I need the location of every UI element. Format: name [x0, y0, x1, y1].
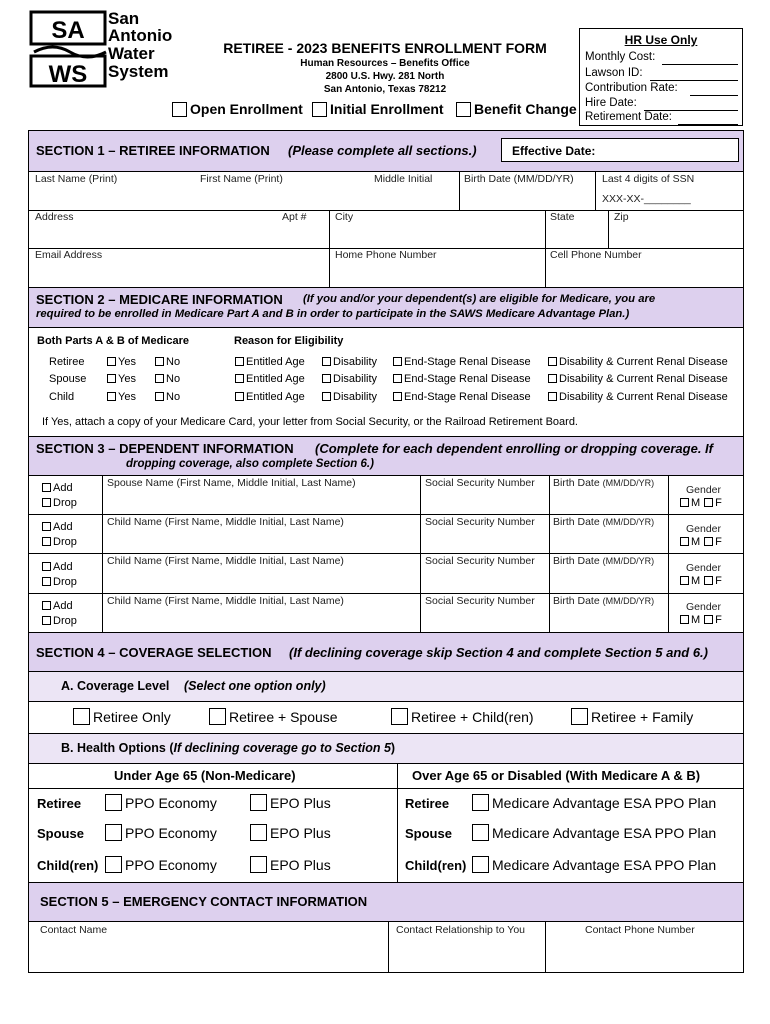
checkbox[interactable]: [42, 498, 51, 507]
middle-initial-label: Middle Initial: [374, 173, 433, 185]
section-1-note: (Please complete all sections.): [288, 143, 477, 158]
child-entitled-age[interactable]: [235, 391, 305, 403]
epo-label: EPO Plus: [270, 825, 331, 841]
ssn-label: Social Security Number: [425, 555, 535, 567]
checkbox[interactable]: [42, 562, 51, 571]
medicare-row-label: Spouse: [49, 373, 87, 385]
checkbox[interactable]: [548, 392, 557, 401]
section-5-header: [29, 883, 743, 921]
birth-text: Birth Date: [553, 555, 600, 567]
checkbox[interactable]: [322, 392, 331, 401]
birth-label: [553, 595, 654, 607]
hr-retirement-date: Retirement Date:: [585, 111, 672, 123]
health-options-close: ): [390, 741, 396, 755]
spouse-add[interactable]: [42, 482, 73, 494]
gender-options[interactable]: [680, 614, 722, 626]
checkbox[interactable]: [155, 357, 164, 366]
saws-logo: [28, 8, 178, 90]
open-enrollment-label: Open Enrollment: [190, 101, 303, 117]
spouse-no[interactable]: [155, 373, 180, 385]
saws-logo-icon: [28, 8, 110, 88]
reason-label: End-Stage Renal Disease: [404, 356, 531, 368]
reason-label: Disability & Current Renal Disease: [559, 373, 728, 385]
home-phone-label: Home Phone Number: [335, 249, 437, 261]
coverage-level-title: A. Coverage Level: [61, 679, 170, 693]
child3-drop[interactable]: [42, 615, 77, 627]
add-label: Add: [53, 561, 73, 573]
ppo-label: PPO Economy: [125, 857, 217, 873]
retiree-yes[interactable]: [107, 356, 136, 368]
no-label: No: [166, 391, 181, 403]
coverage-retiree-family[interactable]: [571, 708, 693, 725]
yes-label: Yes: [118, 391, 136, 403]
children-ppo[interactable]: [105, 856, 217, 873]
spouse-entitled-age[interactable]: [235, 373, 305, 385]
medicare-label: Medicare Advantage ESA PPO Plan: [492, 857, 717, 873]
cell-phone-label: Cell Phone Number: [550, 249, 642, 261]
coverage-level-note: (Select one option only): [184, 679, 326, 693]
reason-eligibility-header: Reason for Eligibility: [234, 335, 344, 347]
open-enrollment-option[interactable]: [172, 101, 303, 117]
medicare-label: Medicare Advantage ESA PPO Plan: [492, 825, 717, 841]
checkbox[interactable]: [155, 374, 164, 383]
health-options-title-text: B. Health Options (: [61, 741, 174, 755]
spouse-medicare[interactable]: [472, 824, 716, 841]
epo-label: EPO Plus: [270, 857, 331, 873]
hr-lawson-id: Lawson ID:: [585, 67, 643, 79]
health-row-label: Spouse: [37, 826, 84, 841]
reason-label: Disability: [333, 356, 378, 368]
contact-relationship-label: Contact Relationship to You: [396, 924, 526, 936]
ssn-label: Social Security Number: [425, 516, 535, 528]
header-address-2: San Antonio, Texas 78212: [323, 84, 447, 95]
health-row-label-over: Child(ren): [405, 858, 467, 873]
benefit-change-label: Benefit Change: [474, 101, 577, 117]
child-yes[interactable]: [107, 391, 136, 403]
checkbox[interactable]: [105, 794, 122, 811]
spouse-drop[interactable]: [42, 497, 77, 509]
checkbox[interactable]: [322, 374, 331, 383]
yes-label: Yes: [118, 373, 136, 385]
birth-date-label: Birth Date (MM/DD/YR): [464, 173, 574, 185]
child1-add[interactable]: [42, 521, 73, 533]
birth-text: Birth Date: [553, 477, 600, 489]
section-3-note-1: (Complete for each dependent enrolling or dropping coverage. If: [315, 441, 713, 456]
initial-enrollment-checkbox[interactable]: [312, 102, 327, 117]
drop-label: Drop: [53, 615, 77, 627]
email-label: Email Address: [35, 249, 103, 261]
m-label: M: [691, 575, 701, 587]
section-4-title: SECTION 4 – COVERAGE SELECTION: [36, 645, 272, 660]
child2-add[interactable]: [42, 561, 73, 573]
birth-format: (MM/DD/YR): [602, 517, 655, 527]
section-1-title: SECTION 1 – RETIREE INFORMATION: [36, 143, 270, 158]
section-2-note-1: (If you and/or your dependent(s) are eligible for Medicare, you are: [303, 293, 656, 305]
apt-label: Apt #: [282, 211, 307, 223]
gender-label: Gender: [686, 523, 722, 535]
retiree-no[interactable]: [155, 356, 180, 368]
checkbox[interactable]: [235, 374, 244, 383]
checkbox[interactable]: [42, 601, 51, 610]
last-name-label: Last Name (Print): [35, 173, 118, 185]
level-label: Retiree Only: [93, 709, 171, 725]
no-label: No: [166, 356, 181, 368]
checkbox[interactable]: [548, 374, 557, 383]
checkbox[interactable]: [704, 576, 713, 585]
health-options-header: [29, 734, 743, 763]
birth-format: (MM/DD/YR): [602, 556, 655, 566]
open-enrollment-checkbox[interactable]: [172, 102, 187, 117]
form-title: RETIREE - 2023 BENEFITS ENROLLMENT FORM: [223, 40, 547, 56]
health-row-label-over: Retiree: [405, 796, 450, 811]
checkbox[interactable]: [393, 392, 402, 401]
logo-text-4: System: [108, 62, 169, 81]
section-5-title: SECTION 5 – EMERGENCY CONTACT INFORMATION: [40, 894, 368, 909]
reason-label: Disability & Current Renal Disease: [559, 391, 728, 403]
gender-options[interactable]: [680, 575, 722, 587]
checkbox[interactable]: [393, 374, 402, 383]
spouse-disability[interactable]: [322, 373, 377, 385]
children-epo[interactable]: [250, 856, 331, 873]
contact-name-label: Contact Name: [40, 924, 108, 936]
medicare-parts-header: Both Parts A & B of Medicare: [37, 335, 189, 347]
hr-contribution-rate: Contribution Rate:: [585, 82, 678, 94]
f-label: F: [715, 497, 722, 509]
child-no[interactable]: [155, 391, 180, 403]
header-address-1: 2800 U.S. Hwy. 281 North: [325, 71, 445, 82]
city-label: City: [335, 211, 354, 223]
reason-label: End-Stage Renal Disease: [404, 391, 531, 403]
gender-label: Gender: [686, 562, 722, 574]
reason-label: Entitled Age: [246, 373, 305, 385]
ssn-label: Social Security Number: [425, 595, 535, 607]
section-1-header: [29, 131, 743, 171]
checkbox[interactable]: [250, 856, 267, 873]
health-row-label-over: Spouse: [405, 826, 452, 841]
checkbox[interactable]: [680, 498, 689, 507]
health-row-label: Child(ren): [37, 858, 99, 873]
add-label: Add: [53, 521, 73, 533]
reason-label: Disability: [333, 373, 378, 385]
child3-add[interactable]: [42, 600, 73, 612]
section-2-note-2: required to be enrolled in Medicare Part A and B in order to participate in the SAWS Medicare Advantage Plan.): [36, 308, 630, 320]
reason-label: End-Stage Renal Disease: [404, 373, 531, 385]
checkbox[interactable]: [42, 483, 51, 492]
spouse-name-label: Spouse Name (First Name, Middle Initial, Last Name): [107, 477, 356, 489]
gender-options[interactable]: [680, 497, 722, 509]
checkbox[interactable]: [235, 357, 244, 366]
medicare-row-label: Retiree: [49, 356, 85, 368]
checkbox[interactable]: [704, 537, 713, 546]
coverage-retiree-spouse[interactable]: [209, 708, 338, 725]
section-2-title: SECTION 2 – MEDICARE INFORMATION: [36, 292, 283, 307]
checkbox[interactable]: [105, 824, 122, 841]
drop-label: Drop: [53, 497, 77, 509]
checkbox[interactable]: [548, 357, 557, 366]
birth-label: [553, 477, 654, 489]
child-name-label: Child Name (First Name, Middle Initial, Last Name): [107, 516, 344, 528]
checkbox[interactable]: [680, 537, 689, 546]
hr-use-box: [579, 28, 743, 126]
coverage-retiree-only[interactable]: [73, 708, 171, 725]
health-options-title: [61, 741, 395, 755]
svg-text:WS: WS: [48, 61, 88, 88]
checkbox[interactable]: [42, 522, 51, 531]
checkbox[interactable]: [107, 374, 116, 383]
level-label: Retiree + Family: [591, 709, 694, 725]
checkbox[interactable]: [571, 708, 588, 725]
epo-label: EPO Plus: [270, 795, 331, 811]
checkbox[interactable]: [250, 794, 267, 811]
zip-label: Zip: [614, 211, 629, 223]
gender-label: Gender: [686, 484, 722, 496]
medicare-row-label: Child: [49, 391, 75, 403]
checkbox[interactable]: [322, 357, 331, 366]
section-2-header: [29, 288, 743, 327]
gender-label: Gender: [686, 601, 722, 613]
checkbox[interactable]: [235, 392, 244, 401]
initial-enrollment-label: Initial Enrollment: [330, 101, 444, 117]
retiree-medicare[interactable]: [472, 794, 716, 811]
birth-format: (MM/DD/YR): [602, 478, 655, 488]
initial-enrollment-option[interactable]: [312, 101, 444, 117]
child-name-label: Child Name (First Name, Middle Initial, Last Name): [107, 555, 344, 567]
birth-label: [553, 516, 654, 528]
header-dept: Human Resources – Benefits Office: [300, 58, 470, 69]
level-label: Retiree + Child(ren): [411, 709, 534, 725]
m-label: M: [691, 614, 701, 626]
section-4-note: (If declining coverage skip Section 4 and complete Section 5 and 6.): [289, 645, 708, 660]
health-options-note: If declining coverage go to Section 5: [173, 741, 391, 755]
drop-label: Drop: [53, 576, 77, 588]
checkbox[interactable]: [42, 616, 51, 625]
effective-date-field[interactable]: [501, 138, 739, 162]
checkbox[interactable]: [680, 615, 689, 624]
birth-label: [553, 555, 654, 567]
medicare-footer-note: If Yes, attach a copy of your Medicare Card, your letter from Social Security, or the Railroad Retirement Board.: [42, 416, 578, 428]
ssn-mask[interactable]: XXX-XX-________: [602, 193, 691, 205]
level-label: Retiree + Spouse: [229, 709, 338, 725]
checkbox[interactable]: [42, 577, 51, 586]
medicare-label: Medicare Advantage ESA PPO Plan: [492, 795, 717, 811]
spouse-epo[interactable]: [250, 824, 331, 841]
drop-label: Drop: [53, 536, 77, 548]
over-65-header: Over Age 65 or Disabled (With Medicare A & B): [412, 768, 701, 783]
yes-label: Yes: [118, 356, 136, 368]
retiree-entitled-age[interactable]: [235, 356, 305, 368]
gender-options[interactable]: [680, 536, 722, 548]
retiree-epo[interactable]: [250, 794, 331, 811]
birth-text: Birth Date: [553, 595, 600, 607]
reason-label: Entitled Age: [246, 356, 305, 368]
benefit-change-checkbox[interactable]: [456, 102, 471, 117]
section-3-header: [29, 437, 743, 475]
health-row-label: Retiree: [37, 796, 82, 811]
add-label: Add: [53, 600, 73, 612]
logo-text-1: San: [108, 9, 140, 28]
retiree-ppo[interactable]: [105, 794, 217, 811]
section-3-title: SECTION 3 – DEPENDENT INFORMATION: [36, 441, 294, 456]
under-65-header: Under Age 65 (Non-Medicare): [114, 768, 296, 783]
reason-label: Disability: [333, 391, 378, 403]
child-esrd[interactable]: [393, 391, 531, 403]
ppo-label: PPO Economy: [125, 825, 217, 841]
checkbox[interactable]: [704, 498, 713, 507]
spouse-yes[interactable]: [107, 373, 136, 385]
checkbox[interactable]: [209, 708, 226, 725]
children-medicare[interactable]: [472, 856, 716, 873]
section-3-note-2: dropping coverage, also complete Section 6.): [126, 458, 374, 470]
child-disability[interactable]: [322, 391, 377, 403]
section-4-header: [29, 633, 743, 671]
state-label: State: [550, 211, 575, 223]
birth-text: Birth Date: [553, 516, 600, 528]
spouse-esrd[interactable]: [393, 373, 531, 385]
child-disability-renal[interactable]: [548, 391, 728, 403]
f-label: F: [715, 614, 722, 626]
svg-text:SA: SA: [51, 17, 85, 44]
child-name-label: Child Name (First Name, Middle Initial, Last Name): [107, 595, 344, 607]
checkbox[interactable]: [680, 576, 689, 585]
contact-phone-label: Contact Phone Number: [585, 924, 695, 936]
checkbox[interactable]: [391, 708, 408, 725]
m-label: M: [691, 536, 701, 548]
f-label: F: [715, 536, 722, 548]
spouse-ppo[interactable]: [105, 824, 217, 841]
ssn-label: Last 4 digits of SSN: [602, 173, 695, 185]
logo-text-3: Water: [108, 44, 155, 63]
checkbox[interactable]: [105, 856, 122, 873]
birth-format: (MM/DD/YR): [602, 596, 655, 606]
hr-title: HR Use Only: [624, 33, 698, 47]
checkbox[interactable]: [42, 537, 51, 546]
reason-label: Entitled Age: [246, 391, 305, 403]
checkbox[interactable]: [107, 392, 116, 401]
ppo-label: PPO Economy: [125, 795, 217, 811]
retiree-disability[interactable]: [322, 356, 377, 368]
checkbox[interactable]: [107, 357, 116, 366]
child2-drop[interactable]: [42, 576, 77, 588]
hr-monthly-cost: Monthly Cost:: [585, 51, 656, 63]
benefit-change-option[interactable]: [456, 101, 577, 117]
child1-drop[interactable]: [42, 536, 77, 548]
coverage-level-header: [29, 672, 743, 701]
checkbox[interactable]: [73, 708, 90, 725]
checkbox[interactable]: [472, 856, 489, 873]
retiree-disability-renal[interactable]: [548, 356, 728, 368]
checkbox[interactable]: [155, 392, 164, 401]
retiree-esrd[interactable]: [393, 356, 531, 368]
checkbox[interactable]: [472, 824, 489, 841]
coverage-retiree-children[interactable]: [391, 708, 534, 725]
checkbox[interactable]: [250, 824, 267, 841]
checkbox[interactable]: [393, 357, 402, 366]
effective-date-label: Effective Date:: [512, 144, 596, 158]
no-label: No: [166, 373, 181, 385]
checkbox[interactable]: [472, 794, 489, 811]
address-label: Address: [35, 211, 74, 223]
f-label: F: [715, 575, 722, 587]
logo-text-2: Antonio: [108, 26, 173, 45]
ssn-label: Social Security Number: [425, 477, 535, 489]
reason-label: Disability & Current Renal Disease: [559, 356, 728, 368]
add-label: Add: [53, 482, 73, 494]
first-name-label: First Name (Print): [200, 173, 283, 185]
checkbox[interactable]: [704, 615, 713, 624]
m-label: M: [691, 497, 701, 509]
hr-hire-date: Hire Date:: [585, 97, 637, 109]
spouse-disability-renal[interactable]: [548, 373, 728, 385]
